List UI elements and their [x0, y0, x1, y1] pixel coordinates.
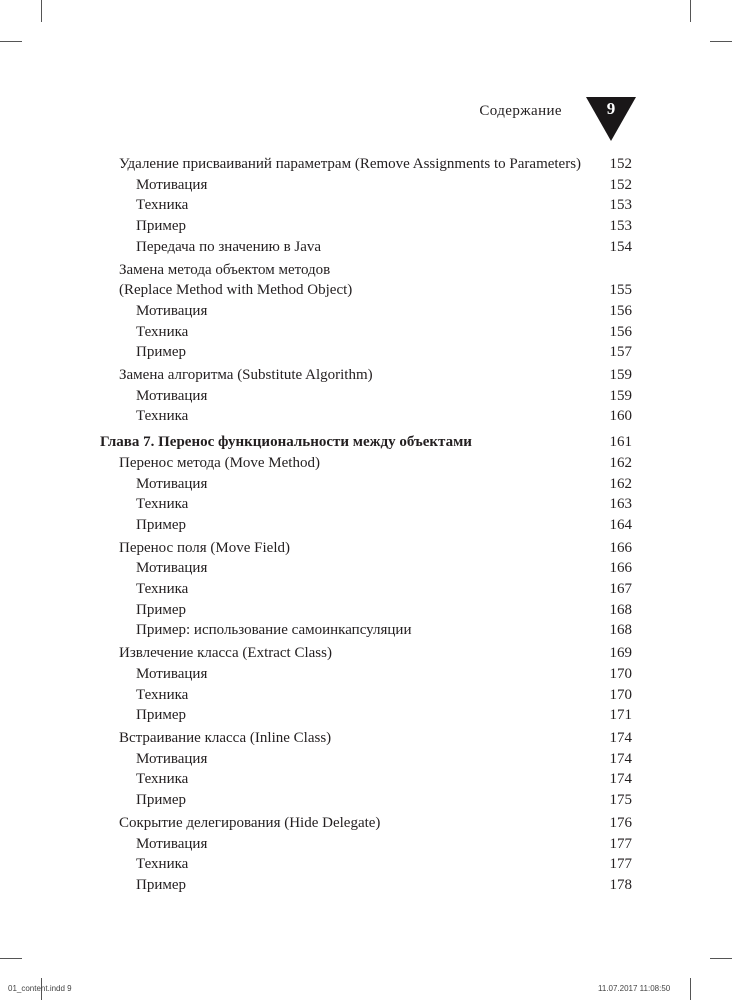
toc-section	[100, 365, 632, 386]
table-of-contents	[100, 154, 632, 896]
toc-entry-page: 152	[609, 176, 632, 193]
toc-entry-title: Мотивация	[136, 560, 208, 577]
toc-entry-page: 176	[609, 814, 632, 831]
toc-entry-page: 174	[609, 729, 632, 746]
toc-section	[100, 453, 632, 474]
toc-entry-title: Удаление присваиваний параметрам (Remove Assignments to Parameters)	[119, 156, 582, 172]
toc-entry-title: Техника	[136, 686, 189, 703]
toc-subsection	[100, 790, 632, 811]
toc-subsection	[100, 474, 632, 495]
toc-subsection	[100, 749, 632, 770]
page-number: 9	[606, 99, 616, 118]
toc-subsection	[100, 769, 632, 790]
toc-entry-page: 178	[609, 876, 632, 893]
toc-entry-title: Пример	[136, 218, 187, 235]
toc-subsection	[100, 664, 632, 685]
toc-entry-title: Мотивация	[136, 475, 208, 492]
toc-entry-page: 174	[609, 771, 632, 788]
toc-entry-page: 154	[609, 238, 632, 255]
toc-subsection	[100, 600, 632, 621]
toc-entry-title: Техника	[136, 581, 189, 598]
toc-entry-title: Техника	[136, 496, 189, 513]
toc-entry-title: Техника	[136, 856, 189, 873]
toc-entry-title: Пример	[136, 344, 187, 361]
toc-entry-title: Мотивация	[136, 835, 208, 852]
toc-section	[100, 813, 632, 834]
toc-entry-title: Извлечение класса (Extract Class)	[119, 645, 332, 662]
toc-entry-page: 155	[609, 282, 632, 299]
toc-subsection	[100, 175, 632, 196]
toc-entry-page: 168	[609, 601, 632, 618]
toc-entry-title: Замена метода объектом методов	[119, 261, 331, 278]
toc-subsection	[100, 237, 632, 258]
toc-entry-title: Техника	[136, 771, 189, 788]
toc-entry-page: 163	[609, 496, 632, 513]
toc-section	[100, 154, 632, 175]
toc-entry-page: 169	[609, 645, 632, 662]
toc-subsection	[100, 558, 632, 579]
toc-entry-page: 153	[609, 218, 632, 235]
toc-entry-title: Пример	[136, 792, 187, 809]
toc-subsection	[100, 875, 632, 896]
toc-entry-page: 152	[609, 156, 632, 172]
toc-section	[100, 538, 632, 559]
toc-entry-title: Пример: использование самоинкапсуляции	[136, 622, 412, 639]
toc-entry-title: Глава 7. Перенос функциональности между объектами	[100, 434, 472, 451]
toc-entry-page: 166	[609, 539, 632, 556]
toc-entry-page: 162	[609, 475, 632, 492]
toc-subsection	[100, 579, 632, 600]
toc-entry-page: 174	[609, 750, 632, 767]
toc-entry-page: 171	[609, 707, 632, 724]
toc-entry-title: Техника	[136, 408, 189, 425]
toc-entry-title: Передача по значению в Java	[136, 238, 322, 255]
toc-entry-title: Мотивация	[136, 665, 208, 682]
toc-entry-page: 157	[609, 344, 632, 361]
crop-mark	[41, 0, 42, 22]
toc-entry-page: 160	[609, 408, 632, 425]
toc-subsection	[100, 705, 632, 726]
toc-section	[100, 728, 632, 749]
toc-entry-page: 167	[609, 581, 632, 598]
toc-entry-page: 170	[609, 686, 632, 703]
toc-subsection	[100, 834, 632, 855]
toc-subsection	[100, 301, 632, 322]
toc-entry-page: 156	[609, 302, 632, 319]
toc-entry-title: Мотивация	[136, 302, 208, 319]
toc-subsection	[100, 515, 632, 536]
toc-entry-title: Перенос поля (Move Field)	[119, 539, 290, 556]
toc-section	[100, 260, 632, 301]
toc-entry-title: Мотивация	[136, 176, 208, 193]
toc-entry-page: 177	[609, 856, 632, 873]
toc-entry-title: Замена алгоритма (Substitute Algorithm)	[119, 367, 373, 384]
toc-subsection	[100, 216, 632, 237]
toc-subsection	[100, 685, 632, 706]
crop-mark	[0, 41, 22, 42]
toc-entry-title: Мотивация	[136, 750, 208, 767]
toc-subsection	[100, 494, 632, 515]
toc-section	[100, 643, 632, 664]
toc-entry-page: 170	[609, 665, 632, 682]
crop-mark	[0, 958, 22, 959]
toc-entry-page: 159	[609, 367, 632, 384]
toc-entry-title: Встраивание класса (Inline Class)	[119, 729, 332, 746]
toc-entry-title: Пример	[136, 516, 187, 533]
toc-subsection	[100, 854, 632, 875]
toc-entry-title: Мотивация	[136, 387, 208, 404]
toc-entry-title: Перенос метода (Move Method)	[119, 454, 320, 471]
slug-timestamp: 11.07.2017 11:08:50	[598, 984, 671, 993]
running-head: Содержание	[479, 103, 562, 119]
toc-entry-title: Техника	[136, 323, 189, 340]
toc-entry-title-continued: (Replace Method with Method Object)	[119, 282, 353, 299]
toc-subsection	[100, 386, 632, 407]
toc-entry-page: 168	[609, 622, 632, 639]
toc-chapter	[100, 432, 632, 453]
toc-entry-page: 159	[609, 387, 632, 404]
crop-mark	[690, 978, 691, 1000]
toc-entry-page: 166	[609, 560, 632, 577]
toc-entry-page: 164	[609, 516, 632, 533]
toc-subsection	[100, 406, 632, 427]
toc-entry-page: 177	[609, 835, 632, 852]
toc-subsection	[100, 195, 632, 216]
toc-entry-title: Пример	[136, 876, 187, 893]
toc-entry-page: 156	[609, 323, 632, 340]
toc-entry-page: 153	[609, 197, 632, 214]
crop-mark	[690, 0, 691, 22]
crop-mark	[710, 41, 732, 42]
crop-mark	[710, 958, 732, 959]
toc-entry-page: 175	[609, 792, 632, 809]
toc-entry-title: Техника	[136, 197, 189, 214]
toc-subsection	[100, 322, 632, 343]
toc-subsection	[100, 620, 632, 641]
toc-entry-title: Пример	[136, 601, 187, 618]
toc-entry-title: Сокрытие делегирования (Hide Delegate)	[119, 814, 381, 831]
toc-subsection	[100, 342, 632, 363]
slug-file: 01_content.indd 9	[8, 984, 72, 993]
toc-entry-page: 162	[609, 454, 632, 471]
toc-entry-page: 161	[609, 434, 632, 451]
toc-entry-title: Пример	[136, 707, 187, 724]
